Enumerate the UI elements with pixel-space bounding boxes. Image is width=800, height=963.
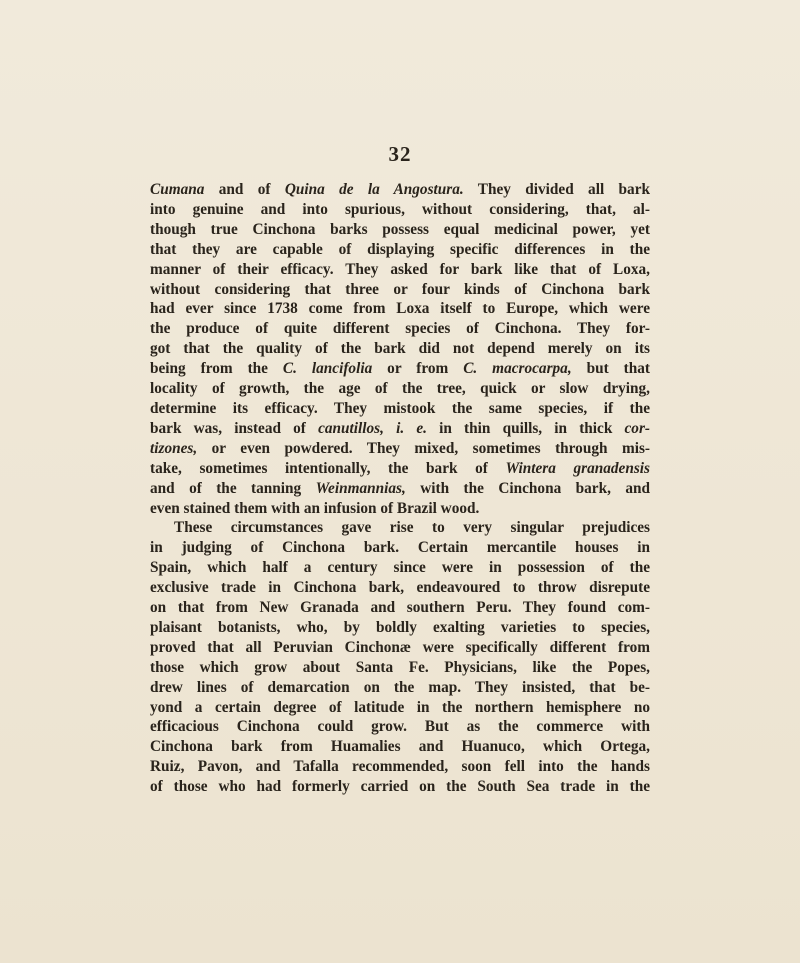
italic-text: C. lancifolia <box>282 360 373 378</box>
text-line <box>150 379 650 399</box>
text-run: the produce of quite different species of Cinchona. They for- <box>150 320 650 338</box>
body-text <box>150 180 650 797</box>
text-run: without considering that three or four kinds of Cinchona bark <box>150 280 650 298</box>
text-line <box>150 558 650 578</box>
italic-text: canutillos, i. e. <box>318 419 427 437</box>
text-run: or from <box>372 360 464 378</box>
text-line <box>150 499 650 519</box>
text-line <box>150 518 650 538</box>
italic-text: tizones, <box>150 439 198 457</box>
text-run: These circumstances gave rise to very singular prejudices <box>174 519 650 537</box>
text-run: being from the <box>150 360 283 378</box>
text-run: bark was, instead of <box>150 419 319 437</box>
text-line <box>150 200 650 220</box>
text-line <box>150 578 650 598</box>
text-run: and of the tanning <box>150 479 316 497</box>
text-run: drew lines of demarcation on the map. They insisted, that be- <box>150 678 650 696</box>
text-run: proved that all Peruvian Cinchonæ were specifically different from <box>150 638 650 656</box>
text-run: those which grow about Santa Fe. Physicians, like the Popes, <box>150 658 650 676</box>
text-run: locality of growth, the age of the tree, quick or slow drying, <box>150 380 650 398</box>
text-line <box>150 777 650 797</box>
italic-text: cor- <box>624 419 651 437</box>
text-run: of those who had formerly carried on the South Sea trade in the <box>150 778 650 796</box>
text-run: plaisant botanists, who, by boldly exalting varieties to species, <box>150 618 650 636</box>
text-run: though true Cinchona barks possess equal medicinal power, yet <box>150 220 650 238</box>
text-run: Ruiz, Pavon, and Tafalla recommended, soon fell into the hands <box>150 758 650 776</box>
text-run: manner of their efficacy. They asked for bark like that of Loxa, <box>150 260 650 278</box>
text-run: take, sometimes intentionally, the bark of <box>150 459 506 477</box>
text-run: into genuine and into spurious, without considering, that, al- <box>150 200 650 218</box>
text-line <box>150 459 650 479</box>
text-line <box>150 240 650 260</box>
text-line <box>150 737 650 757</box>
text-line <box>150 399 650 419</box>
text-line <box>150 260 650 280</box>
text-run: in judging of Cinchona bark. Certain mercantile houses in <box>150 539 650 557</box>
text-line <box>150 658 650 678</box>
text-line <box>150 220 650 240</box>
text-run: They divided all bark <box>463 181 650 198</box>
text-run: efficacious Cinchona could grow. But as the commerce with <box>150 718 650 736</box>
text-run: but that <box>571 360 650 378</box>
text-run: had ever since 1738 come from Loxa itself to Europe, which were <box>150 300 650 318</box>
text-run: yond a certain degree of latitude in the northern hemisphere no <box>150 698 650 716</box>
text-line <box>150 180 650 200</box>
text-line <box>150 618 650 638</box>
text-line <box>150 598 650 618</box>
text-line <box>150 698 650 718</box>
text-run: got that the quality of the bark did not depend merely on its <box>150 340 650 358</box>
text-run: or even powdered. They mixed, sometimes through mis- <box>197 439 650 457</box>
page-number: 32 <box>388 142 412 166</box>
text-run: exclusive trade in Cinchona bark, endeavoured to throw disrepute <box>150 579 650 597</box>
text-line <box>150 717 650 737</box>
italic-text: Wintera granadensis <box>505 459 650 477</box>
text-line <box>150 359 650 379</box>
text-line <box>150 439 650 459</box>
text-run: Spain, which half a century since were in possession of the <box>150 559 650 577</box>
text-run: Cinchona bark from Huamalies and Huanuco, which Ortega, <box>150 738 650 756</box>
text-line <box>150 299 650 319</box>
text-line <box>150 339 650 359</box>
text-run: in thin quills, in thick <box>426 419 625 437</box>
text-line <box>150 538 650 558</box>
text-line <box>150 319 650 339</box>
text-run: even stained them with an infusion of Brazil wood. <box>150 499 480 517</box>
text-run: and of <box>204 181 285 198</box>
text-line <box>150 479 650 499</box>
text-line <box>150 678 650 698</box>
text-line <box>150 638 650 658</box>
italic-text: C. macrocarpa, <box>463 360 572 378</box>
text-run: determine its efficacy. They mistook the same species, if the <box>150 399 650 417</box>
italic-text: Weinmannias, <box>315 479 406 497</box>
text-run: that they are capable of displaying specific differences in the <box>150 240 650 258</box>
text-run: on that from New Granada and southern Peru. They found com- <box>150 599 650 617</box>
text-line <box>150 280 650 300</box>
text-line <box>150 419 650 439</box>
text-line <box>150 757 650 777</box>
text-run: with the Cinchona bark, and <box>405 479 650 497</box>
italic-text: Quina de la Angostura. <box>284 181 464 198</box>
italic-text: Cumana <box>150 181 205 198</box>
